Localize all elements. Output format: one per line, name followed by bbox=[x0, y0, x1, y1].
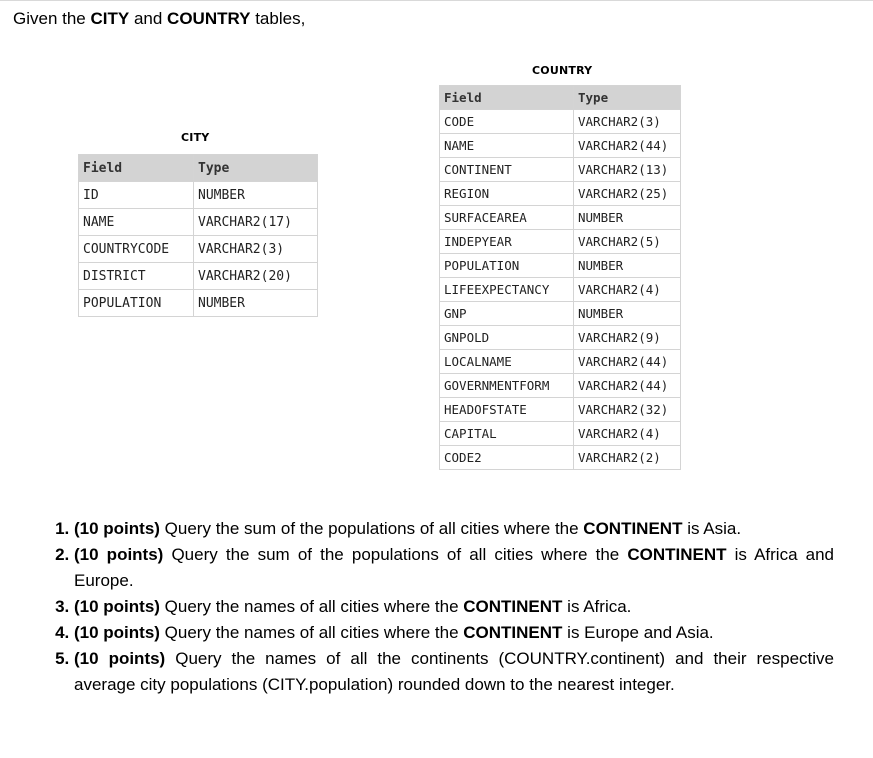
type-cell: VARCHAR2(44) bbox=[574, 350, 681, 374]
question-keyword: CONTINENT bbox=[583, 519, 683, 538]
field-cell: COUNTRYCODE bbox=[79, 236, 194, 263]
type-cell: VARCHAR2(44) bbox=[574, 134, 681, 158]
field-cell: CONTINENT bbox=[440, 158, 574, 182]
field-cell: INDEPYEAR bbox=[440, 230, 574, 254]
country-table-body bbox=[440, 110, 681, 470]
question-list bbox=[36, 516, 834, 698]
question-points: (10 points) bbox=[74, 519, 160, 538]
field-cell: NAME bbox=[440, 134, 574, 158]
question-text-end: is Asia. bbox=[682, 519, 742, 538]
intro-prefix: Given the bbox=[13, 9, 91, 28]
table-row bbox=[440, 374, 681, 398]
type-cell: VARCHAR2(17) bbox=[194, 209, 318, 236]
table-row bbox=[440, 350, 681, 374]
intro-city-keyword: CITY bbox=[90, 9, 130, 28]
table-row bbox=[79, 236, 318, 263]
type-cell: VARCHAR2(4) bbox=[574, 278, 681, 302]
table-row bbox=[440, 302, 681, 326]
type-cell: VARCHAR2(3) bbox=[194, 236, 318, 263]
table-row bbox=[440, 398, 681, 422]
field-cell: NAME bbox=[79, 209, 194, 236]
question-item bbox=[74, 620, 834, 646]
field-cell: GNP bbox=[440, 302, 574, 326]
question-points: (10 points) bbox=[74, 597, 160, 616]
field-cell: REGION bbox=[440, 182, 574, 206]
column-header-field: Field bbox=[440, 86, 574, 110]
table-row bbox=[440, 278, 681, 302]
table-row bbox=[440, 206, 681, 230]
table-row bbox=[440, 254, 681, 278]
question-item bbox=[74, 516, 834, 542]
field-cell: DISTRICT bbox=[79, 263, 194, 290]
column-header-field: Field bbox=[79, 155, 194, 182]
city-table-title: CITY bbox=[181, 131, 210, 144]
type-cell: VARCHAR2(9) bbox=[574, 326, 681, 350]
type-cell: NUMBER bbox=[194, 182, 318, 209]
question-keyword: CONTINENT bbox=[463, 623, 563, 642]
table-row bbox=[440, 422, 681, 446]
table-row bbox=[440, 134, 681, 158]
type-cell: VARCHAR2(20) bbox=[194, 263, 318, 290]
intro-country-keyword: COUNTRY bbox=[167, 9, 251, 28]
type-cell: VARCHAR2(13) bbox=[574, 158, 681, 182]
type-cell: NUMBER bbox=[574, 302, 681, 326]
question-text: Query the names of all cities where the bbox=[159, 597, 464, 616]
field-cell: SURFACEAREA bbox=[440, 206, 574, 230]
field-cell: ID bbox=[79, 182, 194, 209]
column-header-type: Type bbox=[194, 155, 318, 182]
city-table-body bbox=[79, 182, 318, 317]
question-text-end: is Europe and Asia. bbox=[562, 623, 714, 642]
question-item bbox=[74, 542, 834, 594]
intro-text bbox=[13, 7, 305, 31]
field-cell: HEADOFSTATE bbox=[440, 398, 574, 422]
intro-and: and bbox=[129, 9, 168, 28]
question-points: (10 points) bbox=[74, 545, 164, 564]
table-row bbox=[440, 158, 681, 182]
field-cell: CAPITAL bbox=[440, 422, 574, 446]
field-cell: CODE2 bbox=[440, 446, 574, 470]
type-cell: VARCHAR2(4) bbox=[574, 422, 681, 446]
type-cell: VARCHAR2(32) bbox=[574, 398, 681, 422]
field-cell: CODE bbox=[440, 110, 574, 134]
field-cell: LOCALNAME bbox=[440, 350, 574, 374]
table-row bbox=[79, 182, 318, 209]
top-divider bbox=[0, 0, 873, 1]
field-cell: POPULATION bbox=[440, 254, 574, 278]
field-cell: POPULATION bbox=[79, 290, 194, 317]
table-header-row bbox=[440, 86, 681, 110]
question-text: Query the sum of the populations of all cities where the bbox=[163, 545, 628, 564]
question-points: (10 points) bbox=[74, 623, 160, 642]
table-row bbox=[440, 110, 681, 134]
question-keyword: CONTINENT bbox=[463, 597, 563, 616]
type-cell: NUMBER bbox=[194, 290, 318, 317]
table-row bbox=[79, 209, 318, 236]
type-cell: NUMBER bbox=[574, 206, 681, 230]
question-points: (10 points) bbox=[74, 649, 166, 668]
question-text-end: is Africa. bbox=[562, 597, 632, 616]
question-text: Query the sum of the populations of all cities where the bbox=[159, 519, 584, 538]
question-keyword: CONTINENT bbox=[627, 545, 727, 564]
table-row bbox=[79, 290, 318, 317]
type-cell: VARCHAR2(3) bbox=[574, 110, 681, 134]
field-cell: GNPOLD bbox=[440, 326, 574, 350]
city-schema-table bbox=[78, 154, 318, 317]
country-table-title: COUNTRY bbox=[532, 64, 593, 77]
type-cell: NUMBER bbox=[574, 254, 681, 278]
type-cell: VARCHAR2(44) bbox=[574, 374, 681, 398]
question-text-end: is Africa and Europe. bbox=[74, 545, 835, 590]
table-row bbox=[440, 326, 681, 350]
field-cell: LIFEEXPECTANCY bbox=[440, 278, 574, 302]
table-header-row bbox=[79, 155, 318, 182]
type-cell: VARCHAR2(5) bbox=[574, 230, 681, 254]
question-item bbox=[74, 646, 834, 698]
column-header-type: Type bbox=[574, 86, 681, 110]
question-text: Query the names of all the continents (COUNTRY.continent) and their respective average city populations (CITY.population) rounded down to the nearest integer. bbox=[74, 649, 835, 694]
table-row bbox=[440, 446, 681, 470]
type-cell: VARCHAR2(2) bbox=[574, 446, 681, 470]
question-item bbox=[74, 594, 834, 620]
question-text: Query the names of all cities where the bbox=[159, 623, 464, 642]
table-row bbox=[440, 182, 681, 206]
table-row bbox=[440, 230, 681, 254]
table-row bbox=[79, 263, 318, 290]
type-cell: VARCHAR2(25) bbox=[574, 182, 681, 206]
intro-suffix: tables, bbox=[250, 9, 306, 28]
country-schema-table bbox=[439, 85, 681, 470]
field-cell: GOVERNMENTFORM bbox=[440, 374, 574, 398]
